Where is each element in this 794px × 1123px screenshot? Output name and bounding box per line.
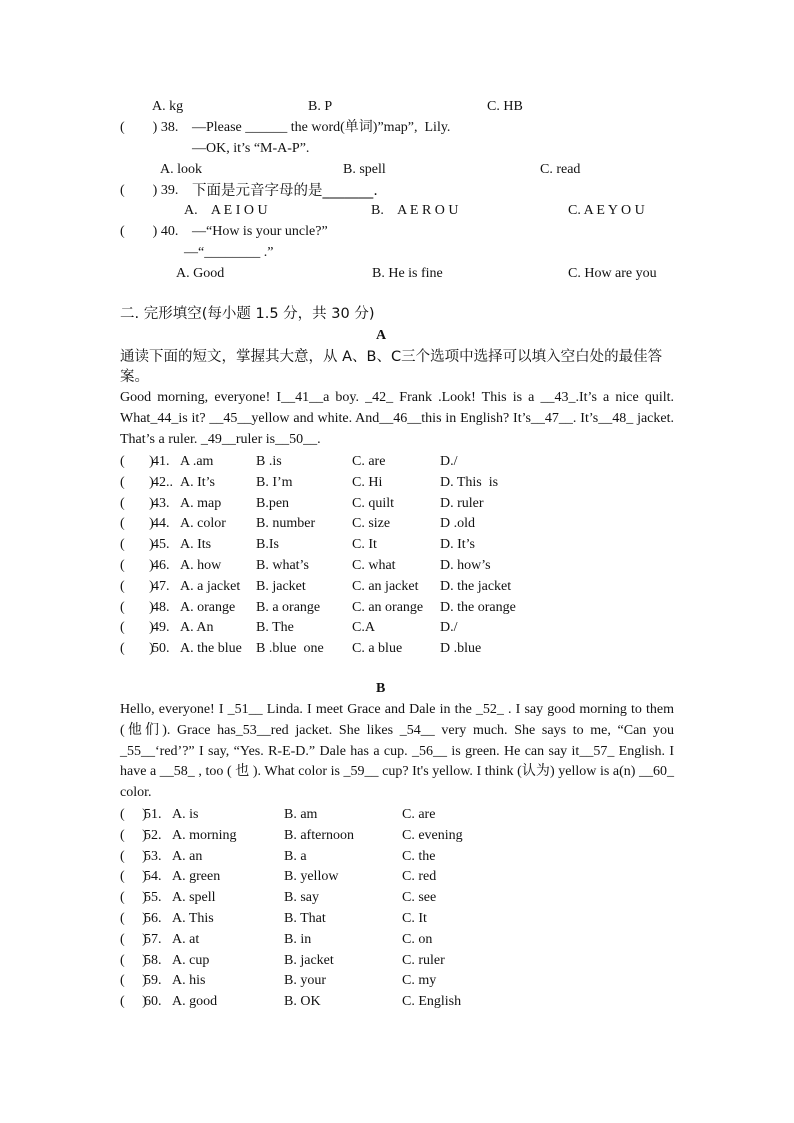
question-number: 45. xyxy=(152,537,170,553)
answer-blank-paren: ( ) xyxy=(120,454,154,469)
answer-blank-paren: ( ) xyxy=(120,807,147,822)
option-b: B. a orange xyxy=(256,599,321,615)
option-b: B. A E R O U xyxy=(371,203,459,218)
option-a: A. green xyxy=(172,869,221,885)
option-b: B. jacket xyxy=(284,952,334,968)
option-b: B. He is fine xyxy=(372,266,443,281)
question-number: 54. xyxy=(144,869,162,885)
option-c: C. size xyxy=(352,516,391,532)
option-c: C. read xyxy=(540,162,581,177)
option-d: D./ xyxy=(440,620,458,636)
question-stem: —“How is your uncle?” xyxy=(192,224,328,239)
answer-blank-paren: ( ) 40. xyxy=(120,224,179,239)
option-b: B. The xyxy=(256,620,294,636)
option-a: A. good xyxy=(172,994,218,1010)
answer-blank-paren: ( ) xyxy=(120,890,147,906)
option-a: A. It’s xyxy=(180,474,215,490)
option-b: B. OK xyxy=(284,994,321,1010)
answer-blank-paren: ( ) xyxy=(120,474,154,490)
answer-blank-paren: ( ) xyxy=(120,558,154,573)
option-d: D. the orange xyxy=(440,599,516,615)
question-number: 49. xyxy=(152,620,170,636)
question-number: 60. xyxy=(144,994,162,1010)
option-b: B. am xyxy=(284,807,318,822)
option-a: A. kg xyxy=(152,99,184,114)
option-c: C. ruler xyxy=(402,952,445,968)
answer-blank-paren: ( ) xyxy=(120,911,147,926)
option-c: C. How are you xyxy=(568,266,657,281)
option-a: A. morning xyxy=(172,827,237,843)
answer-blank-paren: ( ) xyxy=(120,827,147,843)
option-d: D .old xyxy=(440,516,475,532)
option-b: B. jacket xyxy=(256,578,306,594)
option-a: A. color xyxy=(180,516,226,532)
option-d: D .blue xyxy=(440,641,482,657)
question-stem: 下面是元音字母的是_______. xyxy=(192,183,378,199)
passage-a: Good morning, everyone! I__41__a boy. _42_ Frank .Look! This is a __43_.It’s a nice quilt. What_44_is it? __45__yellow and white. And__46__this in English? It’s__47__. It’s__48_ jacket. That’s a ruler. _49__ruler is__50__. xyxy=(120,390,674,447)
option-a: A. how xyxy=(180,558,222,573)
passage-b: Hello, everyone! I _51__ Linda. I meet Grace and Dale in the _52_ . I say good morning to them (他们). Grace has_53__red jacket. She likes _54__ very much. She says to me, “Can you _55__‘red’?” I say, “Yes. R-E-D.” Dale has a cup. _56__ is green. He can say it__57_ English. I have a __58_ , too ( 也 ). What color is _59__ cup? It's yellow. I think (认为) yellow is a(n) __60_ color. xyxy=(120,702,674,801)
answer-blank-paren: ( ) xyxy=(120,931,147,947)
question-number: 50. xyxy=(152,641,170,657)
option-a: A. orange xyxy=(180,599,236,615)
option-c: C. evening xyxy=(402,827,463,843)
option-b: B. your xyxy=(284,973,326,989)
answer-blank-paren: ( ) xyxy=(120,994,147,1010)
option-c: C. a blue xyxy=(352,641,403,657)
question-number: 59. xyxy=(144,973,162,989)
option-b: B. P xyxy=(308,99,333,114)
question-reply: —“________ .” xyxy=(184,245,274,260)
option-b: B. That xyxy=(284,911,326,926)
option-a: A. is xyxy=(172,807,199,822)
option-c: C. are xyxy=(402,807,436,822)
question-number: 43. xyxy=(152,495,170,511)
option-c: C. It xyxy=(352,537,377,553)
question-number: 52. xyxy=(144,827,162,843)
answer-blank-paren: ( ) xyxy=(120,599,154,615)
option-a: A. an xyxy=(172,848,203,864)
option-c: C. It xyxy=(402,911,427,926)
answer-blank-paren: ( ) xyxy=(120,869,147,885)
question-number: 51. xyxy=(144,807,162,822)
option-a: A. An xyxy=(180,620,214,636)
question-number: 53. xyxy=(144,848,162,864)
part-a-heading: A xyxy=(376,328,387,343)
option-a: A. his xyxy=(172,973,206,989)
option-a: A. a jacket xyxy=(180,578,241,594)
question-number: 44. xyxy=(152,516,170,532)
option-b: B. a xyxy=(284,848,307,864)
option-b: B. say xyxy=(284,890,319,906)
question-number: 57. xyxy=(144,931,162,947)
option-d: D. This is xyxy=(440,474,499,490)
option-c: C. the xyxy=(402,848,436,864)
option-d: D./ xyxy=(440,454,458,469)
answer-blank-paren: ( ) xyxy=(120,578,154,594)
option-a: A. at xyxy=(172,931,200,947)
answer-blank-paren: ( ) xyxy=(120,952,147,968)
option-c: C. A E Y O U xyxy=(568,203,645,218)
option-d: D. how’s xyxy=(440,558,491,573)
option-c: C. red xyxy=(402,869,437,885)
option-b: B.Is xyxy=(256,537,279,553)
question-number: 41. xyxy=(152,454,170,469)
question-number: 47. xyxy=(152,578,170,594)
option-c: C. HB xyxy=(487,99,523,114)
section-title: 二. 完形填空(每小题 1.5 分，共 30 分) xyxy=(120,306,375,322)
instruction-text: 通读下面的短文，掌握其大意，从 A、B、C三个选项中选择可以填入空白处的最佳答案。 xyxy=(120,349,663,385)
option-c: C. see xyxy=(402,890,437,906)
option-b: B. I’m xyxy=(256,474,293,490)
option-a: A. look xyxy=(160,162,202,177)
option-d: D. ruler xyxy=(440,495,484,511)
question-number: 58. xyxy=(144,952,162,968)
option-a: A. A E I O U xyxy=(184,203,268,218)
option-a: A. Good xyxy=(176,266,225,281)
option-b: B. yellow xyxy=(284,869,339,885)
option-b: B. spell xyxy=(343,162,386,177)
option-c: C. are xyxy=(352,454,386,469)
question-number: 42.. xyxy=(152,474,173,490)
option-c: C. my xyxy=(402,973,437,989)
question-number: 48. xyxy=(152,599,170,615)
part-b-heading: B xyxy=(376,681,386,696)
option-b: B.pen xyxy=(256,495,290,511)
answer-blank-paren: ( ) xyxy=(120,537,154,553)
option-c: C. English xyxy=(402,994,462,1010)
answer-blank-paren: ( ) xyxy=(120,620,154,636)
question-stem: —Please ______ the word(单词)”map”, Lily. xyxy=(192,120,451,135)
question-number: 46. xyxy=(152,558,170,573)
option-d: D. the jacket xyxy=(440,578,512,594)
answer-blank-paren: ( ) 39. xyxy=(120,183,179,198)
option-a: A. map xyxy=(180,495,222,511)
answer-blank-paren: ( ) xyxy=(120,973,147,989)
question-reply: —OK, it’s “M-A-P”. xyxy=(192,141,310,156)
option-a: A .am xyxy=(180,454,214,469)
option-a: A. Its xyxy=(180,537,212,553)
option-c: C. Hi xyxy=(352,474,383,490)
answer-blank-paren: ( ) 38. xyxy=(120,120,179,135)
option-c: C. quilt xyxy=(352,495,395,511)
option-a: A. spell xyxy=(172,890,216,906)
option-a: A. the blue xyxy=(180,641,242,657)
answer-blank-paren: ( ) xyxy=(120,495,154,511)
answer-blank-paren: ( ) xyxy=(120,641,154,657)
option-c: C. an jacket xyxy=(352,578,419,594)
option-b: B .blue one xyxy=(256,641,324,657)
answer-blank-paren: ( ) xyxy=(120,848,147,864)
question-number: 55. xyxy=(144,890,162,906)
option-a: A. This xyxy=(172,911,214,926)
option-d: D. It’s xyxy=(440,537,475,553)
option-c: C.A xyxy=(352,620,375,636)
option-b: B. afternoon xyxy=(284,827,354,843)
option-c: C. an orange xyxy=(352,599,424,615)
option-b: B. what’s xyxy=(256,558,309,573)
option-c: C. on xyxy=(402,931,433,947)
option-b: B .is xyxy=(256,454,282,469)
question-number: 56. xyxy=(144,911,162,926)
option-c: C. what xyxy=(352,558,396,573)
answer-blank-paren: ( ) xyxy=(120,516,154,532)
option-b: B. in xyxy=(284,931,312,947)
option-a: A. cup xyxy=(172,952,210,968)
option-b: B. number xyxy=(256,516,316,532)
